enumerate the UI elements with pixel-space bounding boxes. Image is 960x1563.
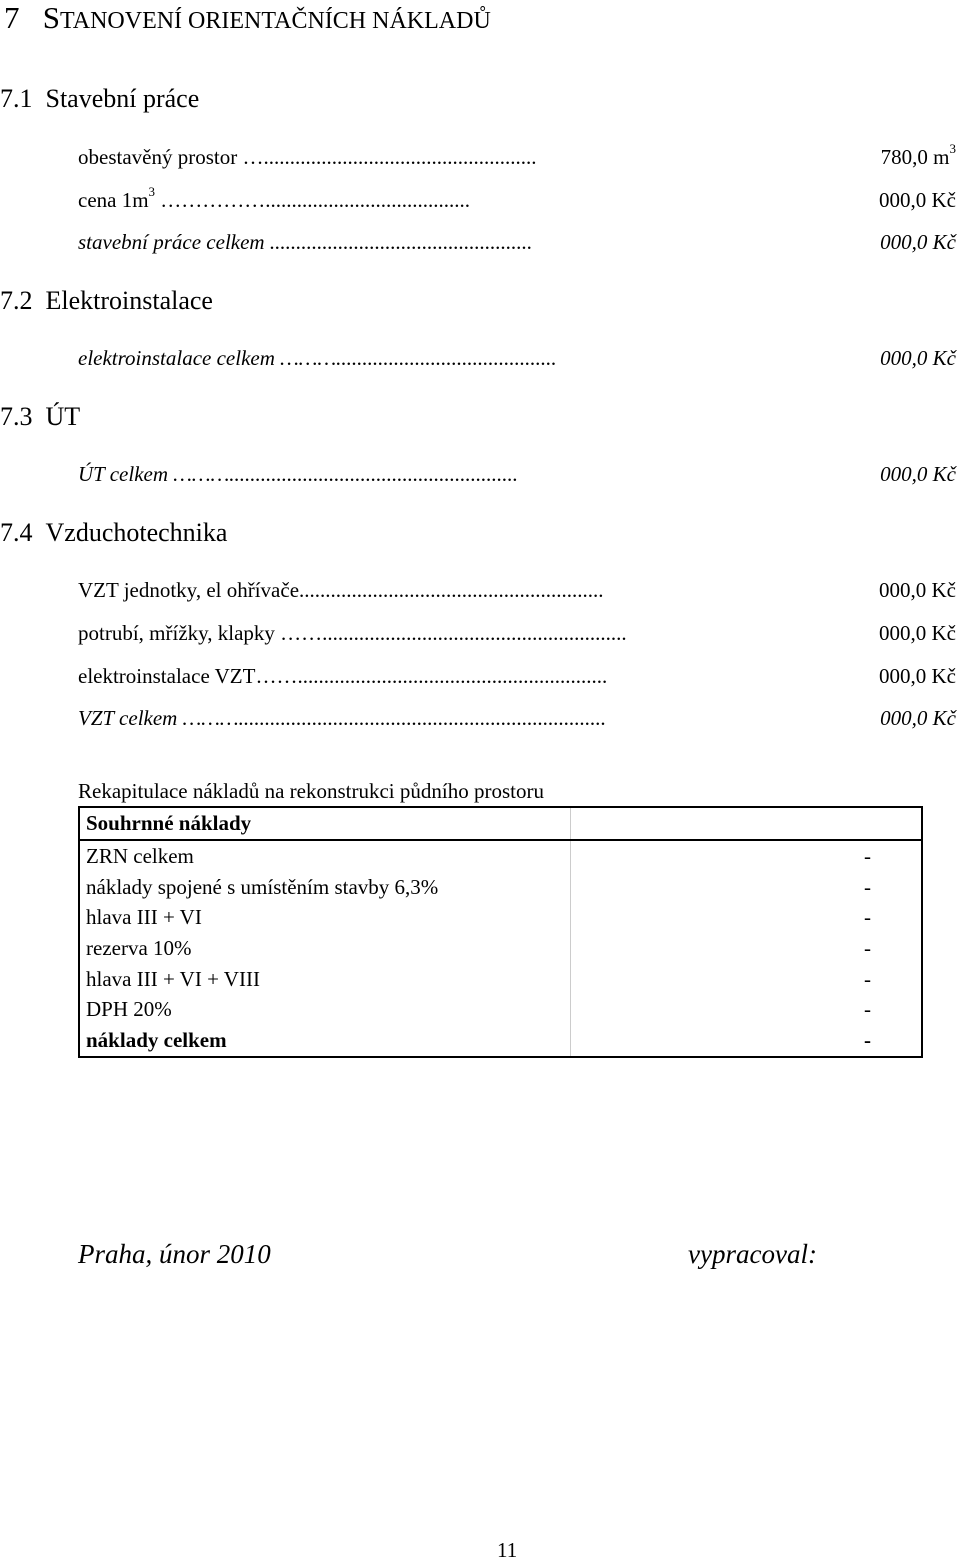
row-vzt-celkem-value: 000,0 Kč bbox=[880, 706, 956, 730]
recap-value: - bbox=[864, 936, 871, 961]
table-row bbox=[79, 807, 922, 840]
row-obestaveny-prostor-label: obestavěný prostor ….................................................... bbox=[78, 145, 537, 169]
recap-total-value: - bbox=[864, 1028, 871, 1053]
recap-label: rezerva 10% bbox=[79, 933, 571, 964]
section-7-4-heading bbox=[0, 518, 227, 548]
recap-total-label: náklady celkem bbox=[79, 1025, 571, 1057]
recap-value: - bbox=[864, 966, 871, 991]
row-elektroinstalace-vzt-value: 000,0 Kč bbox=[879, 664, 956, 688]
recap-label: hlava III + VI + VIII bbox=[79, 963, 571, 994]
section-number: 7.2 bbox=[0, 286, 33, 315]
table-row bbox=[79, 871, 922, 902]
page-heading bbox=[4, 0, 491, 36]
table-row bbox=[79, 933, 922, 964]
section-7-3-heading bbox=[0, 402, 80, 432]
recap-label: ZRN celkem bbox=[79, 840, 571, 872]
section-number: 7.3 bbox=[0, 402, 33, 431]
recap-value: - bbox=[864, 844, 871, 869]
row-vzt-jednotky-label: VZT jednotky, el ohřívače.......................................................... bbox=[78, 578, 604, 602]
table-row bbox=[79, 1025, 922, 1057]
heading-number: 7 bbox=[4, 0, 20, 35]
row-elektroinstalace-celkem-label: elektroinstalace celkem ……….......................................... bbox=[78, 346, 557, 370]
section-title: Vzduchotechnika bbox=[45, 518, 228, 547]
table-row bbox=[79, 840, 922, 872]
row-potrubi-value: 000,0 Kč bbox=[879, 621, 956, 645]
table-row bbox=[79, 963, 922, 994]
section-title: Elektroinstalace bbox=[45, 286, 213, 315]
row-elektroinstalace-celkem-value: 000,0 Kč bbox=[880, 346, 956, 370]
recap-title: Rekapitulace nákladů na rekonstrukci půdního prostoru bbox=[78, 779, 544, 803]
row-vzt-celkem-label: VZT celkem ………...................................................................... bbox=[78, 706, 607, 730]
page-number: 11 bbox=[497, 1538, 518, 1562]
row-ut-celkem-label: ÚT celkem ………....................................................... bbox=[78, 462, 519, 486]
table-row bbox=[79, 994, 922, 1025]
table-row bbox=[79, 902, 922, 933]
section-title: Stavební práce bbox=[45, 84, 200, 113]
recap-value: - bbox=[864, 997, 871, 1022]
section-number: 7.1 bbox=[0, 84, 33, 113]
row-ut-celkem-value: 000,0 Kč bbox=[880, 462, 956, 486]
heading-title-first: S bbox=[42, 0, 60, 35]
prepared-by: vypracoval: bbox=[688, 1239, 817, 1269]
place-date: Praha, únor 2010 bbox=[78, 1239, 271, 1269]
heading-title-rest: TANOVENÍ ORIENTAČNÍCH NÁKLADŮ bbox=[60, 8, 491, 34]
recap-label: DPH 20% bbox=[79, 994, 571, 1025]
row-elektroinstalace-vzt-label: elektroinstalace VZT……........................................................... bbox=[78, 664, 608, 688]
section-number: 7.4 bbox=[0, 518, 33, 547]
row-cena-label: cena $1m^3$ ……………....................................... bbox=[78, 184, 471, 212]
section-7-2-heading bbox=[0, 286, 213, 316]
recap-value: - bbox=[864, 905, 871, 930]
section-title: ÚT bbox=[45, 402, 81, 431]
recap-value: - bbox=[864, 874, 871, 899]
row-stavebni-prace-celkem-label: stavební práce celkem .................................................. bbox=[78, 230, 533, 254]
row-vzt-jednotky-value: 000,0 Kč bbox=[879, 578, 956, 602]
recap-label: náklady spojené s umístěním stavby 6,3% bbox=[79, 871, 571, 902]
row-obestaveny-prostor-value: 780,0 $m^3$ bbox=[880, 141, 956, 169]
recap-table bbox=[78, 806, 923, 1058]
row-stavebni-prace-celkem-value: 000,0 Kč bbox=[880, 230, 956, 254]
row-cena-value: 000,0 Kč bbox=[879, 188, 956, 212]
section-7-1-heading bbox=[0, 84, 199, 114]
recap-label: hlava III + VI bbox=[79, 902, 571, 933]
recap-header: Souhrnné náklady bbox=[79, 807, 571, 840]
row-potrubi-label: potrubí, mřížky, klapky …….......................................................... bbox=[78, 621, 627, 645]
